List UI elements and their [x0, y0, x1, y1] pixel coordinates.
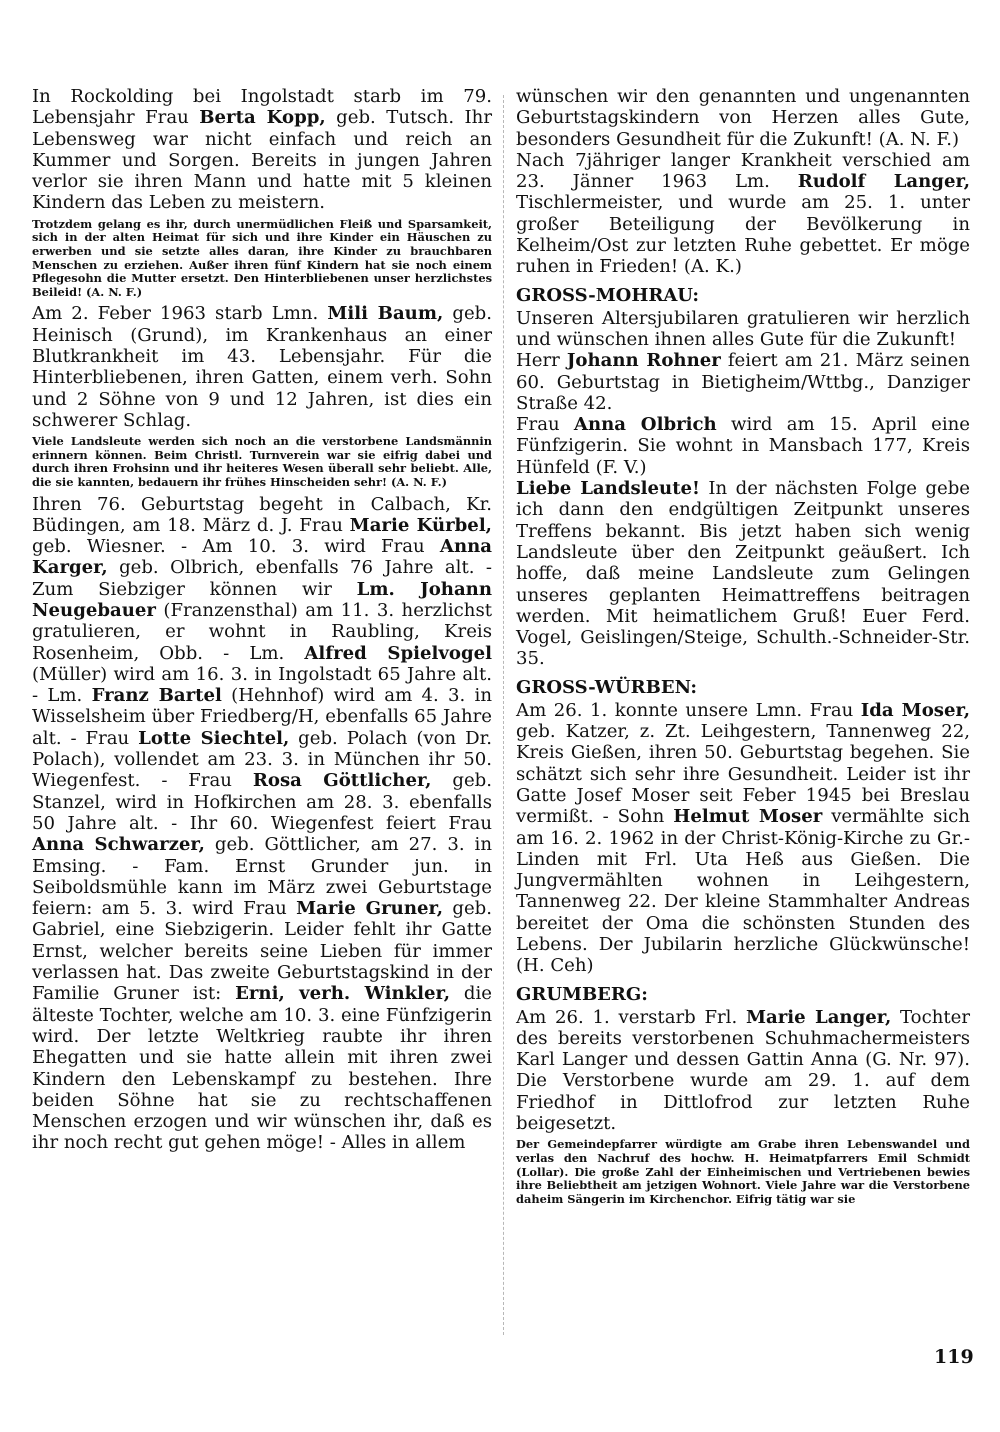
name-anna-schwarzer: Anna Schwarzer,: [32, 834, 205, 856]
obituary-berta-kopp-detail: Trotzdem gelang es ihr, durch unermüdlichen Fleiß und Sparsamkeit, sich in der alten Heimat für sich und ihre Kinder ein Häuschen zu erwerben und sie setzte alles daran, ihre Kinder zu brauchbaren Menschen zu erziehen. Außer ihren fünf Kindern hat sie noch einem Pflegesohn die Mutter ersetzt. Den Hinterbliebenen unser herzlichstes Beileid! (A. N. F.): [32, 216, 492, 299]
birthday-ida-moser: Am 26. 1. konnte unsere Lmn. Frau Ida Moser, geb. Katzer, z. Zt. Leihgestern, Tannenweg 22, Kreis Gießen, ihren 50. Geburtstag begehen. Sie schätzt sich sehr ihre Gesundheit. Leider ist ihr Gatte Josef Moser seit Feber 1945 bei Breslau vermißt. - Sohn Helmut Moser vermählte sich am 16. 2. 1962 in der Christ-König-Kirche zu Gr.-Linden mit Frl. Uta Heß aus Gießen. Die Jungvermählten wohnen in Leihgestern, Tannenweg 22. Der kleine Stammhalter Andreas bereitet der Oma die schönsten Stunden des Lebens. Der Jubilarin herzliche Glückwünsche! (H. Ceh): [516, 699, 970, 977]
page-number: 119: [934, 1346, 974, 1368]
birthdays-paragraph: Ihren 76. Geburtstag begeht in Calbach, Kr. Büdingen, am 18. März d. J. Frau Marie Kürbel, geb. Wiesner. - Am 10. 3. wird Frau Anna Karger, geb. Olbrich, ebenfalls 76 Jahre alt. - Zum Siebziger können wir Lm. Johann Neugebauer (Franzensthal) am 11. 3. herzlichst gratulieren, er wohnt in Raubling, Kreis Rosenheim, Obb. - Lm. Alfred Spielvogel (Müller) wird am 16. 3. in Ingolstadt 65 Jahre alt. - Lm. Franz Bartel (Hehnhof) wird am 4. 3. in Wisselsheim über Friedberg/H, ebenfalls 65 Jahre alt. - Frau Lotte Siechtel, geb. Polach (von Dr. Polach), vollendet am 23. 3. in München ihr 50. Wiegenfest. - Frau Rosa Göttlicher, geb. Stanzel, wird in Hofkirchen am 28. 3. ebenfalls 50 Jahre alt. - Ihr 60. Wiegenfest feiert Frau Anna Schwarzer, geb. Göttlicher, am 27. 3. in Emsing. - Fam. Ernst Grunder jun. in Seiboldsmühle kann im März zwei Geburtstage feiern: am 5. 3. wird Frau Marie Gruner, geb. Gabriel, eine Siebzigerin. Leider fehlt ihr Gatte Ernst, welcher bereits seine Lieben für immer verlassen hat. Das zweite Geburtstagskind in der Familie Gruner ist: Erni, verh. Winkler, die älteste Tochter, welche am 10. 3. eine Fünfzigerin wird. Der letzte Weltkrieg raubte ihr ihren Ehegatten und sie hatte allein mit ihren zwei Kindern den Lebenskampf zu bestehen. Ihre beiden Söhne hat sie zu rechtschaffenen Menschen erzogen und wir wünschen ihr, daß es ihr noch recht gut gehen möge! - Alles in allem: [32, 493, 493, 1154]
reunion-announcement: Liebe Landsleute! In der nächsten Folge gebe ich dann den endgültigen Zeitpunkt unseres Treffens bekannt. Bis jetzt haben sich wenig Landsleute über den Zeitpunkt geäußert. Ich hoffe, daß meine Landsleute zum Gelingen unseres geplanten Heimattreffens beitragen werden. Mit heimatlichem Gruß! Euer Ferd. Vogel, Geislingen/Steige, Schulth.-Schneider-Str. 35.: [516, 478, 970, 670]
obituary-marie-langer: Am 26. 1. verstarb Frl. Marie Langer, Tochter des bereits verstorbenen Schuhmachermeisters Karl Langer und dessen Gattin Anna (G. Nr. 97). Die Verstorbene wurde am 29. 1. auf dem Friedhof in Dittlofrod zur letzten Ruhe beigesetzt.: [516, 1006, 970, 1135]
section-heading-grumberg: GRUMBERG:: [516, 983, 648, 1005]
name-rosa-goettlicher: Rosa Göttlicher,: [252, 770, 432, 792]
name-anna-olbrich: Anna Olbrich: [573, 414, 717, 436]
obituary-mili-baum: Am 2. Feber 1963 starb Lmn. Mili Baum, geb. Heinisch (Grund), im Krankenhaus an einer Blutkrankheit im 43. Lebensjahr. Für die Hinterbliebenen, ihren Gatten, einem verh. Sohn und 2 Söhne von 9 und 12 Jahren, ist dies ein schwerer Schlag.: [32, 303, 492, 431]
obituary-rudolf-langer: Nach 7jähriger langer Krankheit verschied am 23. Jänner 1963 Lm. Rudolf Langer, Tischlermeister, und wurde am 25. 1. unter großer Beteiligung der Bevölkerung in Kelheim/Ost zur letzten Ruhe gebettet. Er möge ruhen in Frieden! (A. K.): [516, 149, 970, 278]
name-mili-baum: Mili Baum,: [327, 303, 444, 325]
obituary-berta-kopp: In Rockolding bei Ingolstadt starb im 79. Lebensjahr Frau Berta Kopp, geb. Tutsch. Ihr Lebensweg war nicht einfach und reich an Kummer und Sorgen. Bereits in jungen Jahren verlor sie ihren Mann und hatte mit 5 kleinen Kindern das Leben zu meistern.: [32, 86, 492, 214]
section-heading-gross-mohrau: GROSS-MOHRAU:: [516, 284, 699, 306]
greeting-liebe-landsleute: Liebe Landsleute!: [516, 478, 701, 500]
column-divider: [503, 95, 504, 1335]
name-anna-karger: Anna Karger,: [32, 536, 492, 579]
name-marie-kuerbel: Marie Kürbel,: [349, 514, 492, 536]
name-alfred-spielvogel: Alfred Spielvogel: [304, 642, 492, 664]
obituary-mili-baum-detail: Viele Landsleute werden sich noch an die verstorbene Landsmännin erinnern können. Beim Christl. Turnverein war sie eifrig dabei und durch ihren Frohsinn und ihr heiteres Wesen überall sehr beliebt. Alle, die sie kannten, bedauern ihr frühes Hinscheiden sehr! (A. N. F.): [32, 434, 492, 489]
name-erni-winkler: Erni, verh. Winkler,: [235, 983, 451, 1005]
name-marie-langer: Marie Langer,: [745, 1006, 892, 1028]
section-heading-gross-wuerben: GROSS-WÜRBEN:: [516, 676, 698, 698]
name-franz-bartel: Franz Bartel: [91, 685, 222, 707]
jubilarians-greeting: Unseren Altersjubilaren gratulieren wir herzlich und wünschen ihnen alles Gute für die Zukunft!: [516, 307, 970, 350]
birthday-anna-olbrich: Frau Anna Olbrich wird am 15. April eine Fünfzigerin. Sie wohnt in Mansbach 177, Kreis Hünfeld (F. V.): [516, 414, 970, 478]
name-johann-neugebauer: Lm. Johann Neugebauer: [32, 578, 492, 621]
name-lotte-siechtel: Lotte Siechtel,: [138, 727, 290, 749]
name-berta-kopp: Berta Kopp,: [199, 107, 326, 129]
name-ida-moser: Ida Moser,: [860, 699, 970, 721]
right-column: [516, 86, 970, 1210]
name-helmut-moser: Helmut Moser: [673, 806, 823, 828]
obituary-marie-langer-detail: Der Gemeindepfarrer würdigte am Grabe ihren Lebenswandel und verlas den Nachruf des hochw. H. Heimatpfarrers Emil Schmidt (Lollar). Die große Zahl der Einheimischen und Vertriebenen bewies ihre Beliebtheit am jetzigen Wohnort. Viele Jahre war die Verstorbene daheim Sängerin im Kirchenchor. Eifrig tätig war sie: [516, 1137, 970, 1206]
name-johann-rohner: Johann Rohner: [566, 350, 721, 372]
name-marie-gruner: Marie Gruner,: [296, 898, 443, 920]
birthday-wishes-continued: wünschen wir den genannten und ungenannten Geburtstagskindern von Herzen alles Gute, besonders Gesundheit für die Zukunft! (A. N. F.): [516, 86, 970, 150]
birthday-johann-rohner: Herr Johann Rohner feiert am 21. März seinen 60. Geburtstag in Bietigheim/Wttbg., Danziger Straße 42.: [516, 350, 970, 414]
name-rudolf-langer: Rudolf Langer,: [797, 171, 970, 193]
left-column: [32, 86, 492, 1154]
